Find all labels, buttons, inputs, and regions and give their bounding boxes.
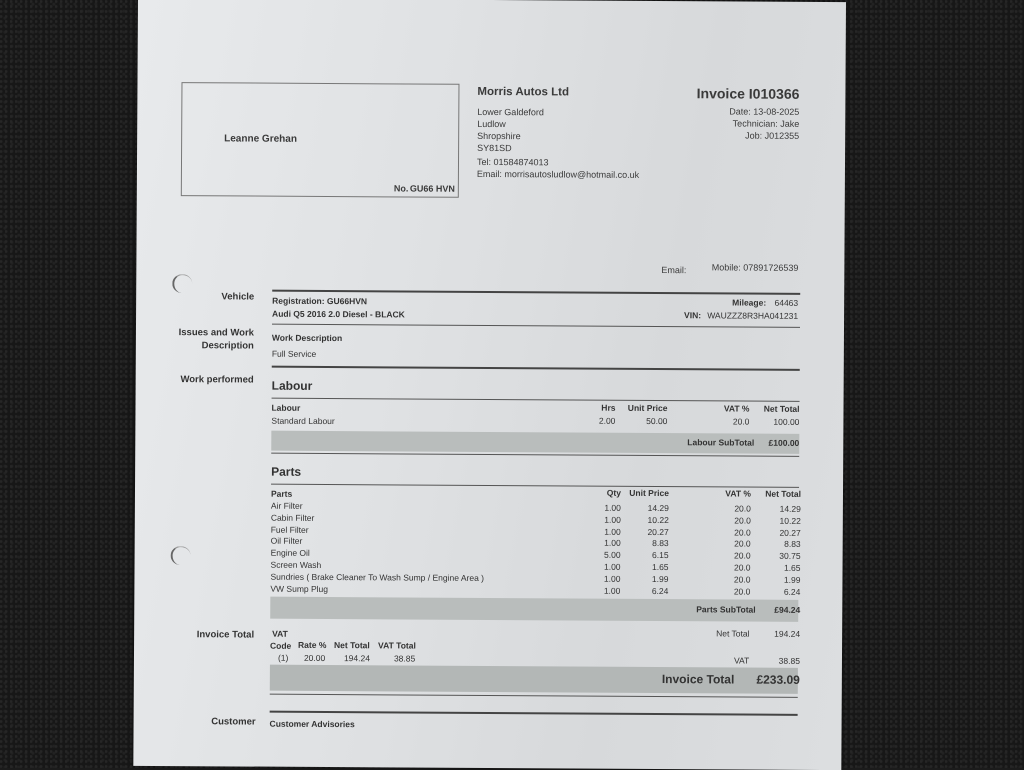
label-customer: Customer xyxy=(211,716,256,728)
vehicle-top-rule xyxy=(272,290,800,295)
parts-row-unit-price: 6.15 xyxy=(652,550,669,561)
parts-row-vat: 20.0 xyxy=(734,503,751,514)
company-address-line-3: Shropshire xyxy=(477,130,521,142)
net-total-label: Net Total xyxy=(716,628,750,639)
contact-mobile: Mobile: 07891726539 xyxy=(711,262,799,273)
parts-row-net-total: 30.75 xyxy=(779,550,801,562)
labour-subtotal-label: Labour SubTotal xyxy=(687,437,755,448)
vat-label: VAT xyxy=(733,655,750,666)
invoice-date: Date: 13-08-2025 xyxy=(729,106,800,117)
vehicle-mileage-label: Mileage: xyxy=(732,297,767,308)
advisories-heading: Customer Advisories xyxy=(269,718,355,730)
parts-row-item: Sundries ( Brake Cleaner To Wash Sump / Engine Area ) xyxy=(270,571,485,583)
parts-row-item: VW Sump Plug xyxy=(270,583,329,594)
parts-row-vat: 20.0 xyxy=(733,574,751,585)
vat-header-code-1: VAT xyxy=(272,628,288,639)
parts-row-net-total: 1.99 xyxy=(783,574,801,585)
company-email: Email: morrisautosludlow@hotmail.co.uk xyxy=(476,168,640,180)
parts-row-item: Air Filter xyxy=(270,500,303,511)
parts-header-item: Parts xyxy=(270,488,293,499)
parts-row-vat: 20.0 xyxy=(734,527,751,538)
invoice-paper xyxy=(133,0,846,770)
parts-header-qty: Qty xyxy=(606,487,622,498)
vehicle-registration: Registration: GU66HVN xyxy=(272,295,368,307)
invoice-title: Invoice I010366 xyxy=(696,85,800,102)
vehicle-mileage: 64463 xyxy=(774,297,799,308)
company-address-line-2: Ludlow xyxy=(477,118,506,130)
vat-amount: 38.85 xyxy=(778,655,800,666)
invoice-total-label: Invoice Total xyxy=(661,672,735,687)
parts-row-item: Oil Filter xyxy=(270,536,303,547)
totals-bottom-rule xyxy=(270,694,798,698)
work-description-heading: Work Description xyxy=(271,332,343,344)
labour-row-unit-price: 50.00 xyxy=(646,415,668,427)
customer-reg-no: GU66 HVN xyxy=(409,183,455,194)
parts-row-qty: 1.00 xyxy=(603,561,621,572)
vat-header-net: Net Total xyxy=(334,640,370,651)
vat-row-net: 194.24 xyxy=(343,653,371,664)
labour-header-net-total: Net Total xyxy=(763,403,800,414)
label-issues-1: Issues and Work xyxy=(178,327,254,339)
labour-header-item: Labour xyxy=(271,402,301,413)
vat-header-vat-total: VAT Total xyxy=(378,640,416,651)
parts-subtotal-label: Parts SubTotal xyxy=(696,604,756,615)
parts-row-net-total: 1.65 xyxy=(783,562,801,573)
vat-header-code-2: Code xyxy=(270,640,292,651)
parts-title: Parts xyxy=(271,464,302,479)
parts-row-unit-price: 14.29 xyxy=(647,502,669,514)
parts-header-rule xyxy=(271,484,799,488)
parts-row-qty: 5.00 xyxy=(604,549,621,560)
advisories-top-rule xyxy=(270,711,798,716)
labour-title: Labour xyxy=(271,378,313,393)
parts-row-qty: 1.00 xyxy=(604,526,621,537)
parts-row-item: Cabin Filter xyxy=(270,512,315,523)
company-name: Morris Autos Ltd xyxy=(477,85,570,99)
parts-row-vat: 20.0 xyxy=(734,550,751,561)
labour-row-vat: 20.0 xyxy=(732,416,750,427)
invoice-job: Job: J012355 xyxy=(745,130,800,141)
parts-row-qty: 1.00 xyxy=(603,573,621,584)
work-description-text: Full Service xyxy=(271,348,317,359)
parts-row-net-total: 20.27 xyxy=(779,527,801,538)
parts-row-item: Engine Oil xyxy=(270,547,310,559)
net-total: 194.24 xyxy=(774,628,801,639)
labour-header-rule xyxy=(272,398,800,402)
parts-header-unit-price: Unit Price xyxy=(629,487,670,499)
parts-row-unit-price: 6.24 xyxy=(651,585,669,596)
labour-header-unit-price: Unit Price xyxy=(627,402,668,414)
vehicle-vin: WAUZZZ8R3HA041231 xyxy=(707,310,799,321)
parts-subtotal: £94.24 xyxy=(774,604,801,615)
parts-row-net-total: 8.83 xyxy=(784,539,801,550)
contact-email-label: Email: xyxy=(661,265,687,276)
parts-row-item: Fuel Filter xyxy=(270,524,309,535)
parts-row-vat: 20.0 xyxy=(734,538,751,549)
label-vehicle: Vehicle xyxy=(221,291,255,303)
parts-row-net-total: 14.29 xyxy=(779,503,801,514)
label-work-performed: Work performed xyxy=(180,374,254,386)
work-bottom-rule xyxy=(272,366,800,371)
vehicle-bottom-rule xyxy=(272,324,800,328)
invoice-technician: Technician: Jake xyxy=(732,118,800,129)
parts-header-vat: VAT % xyxy=(725,488,752,499)
parts-row-unit-price: 20.27 xyxy=(647,526,669,537)
label-issues-2: Description xyxy=(201,340,254,352)
parts-row-vat: 20.0 xyxy=(733,586,751,597)
customer-address-box xyxy=(181,82,460,198)
labour-row-hrs: 2.00 xyxy=(598,415,616,426)
customer-name: Leanne Grehan xyxy=(224,133,297,145)
vat-header-rate: Rate % xyxy=(298,639,327,651)
vat-row-vat-total: 38.85 xyxy=(393,653,416,664)
parts-row-item: Screen Wash xyxy=(270,559,322,570)
labour-row-net-total: 100.00 xyxy=(773,416,800,427)
parts-row-vat: 20.0 xyxy=(734,515,751,526)
parts-header-net-total: Net Total xyxy=(765,488,802,499)
labour-subtotal: £100.00 xyxy=(768,437,800,448)
company-address-line-1: Lower Galdeford xyxy=(477,106,544,118)
labour-header-vat: VAT % xyxy=(723,403,750,414)
punch-hole-bottom xyxy=(171,546,191,565)
company-address-line-4: SY81SD xyxy=(477,142,512,154)
invoice-total-amount: £233.09 xyxy=(756,672,800,687)
parts-row-unit-price: 10.22 xyxy=(647,514,669,525)
parts-row-qty: 1.00 xyxy=(603,585,621,596)
parts-row-unit-price: 1.99 xyxy=(651,573,669,584)
parts-row-qty: 1.00 xyxy=(604,514,621,525)
customer-reg-no-label: No. xyxy=(393,183,409,194)
parts-row-qty: 1.00 xyxy=(604,538,621,549)
parts-row-unit-price: 1.65 xyxy=(651,561,669,573)
label-invoice-total: Invoice Total xyxy=(196,629,255,641)
vehicle-description: Audi Q5 2016 2.0 Diesel - BLACK xyxy=(272,308,405,320)
parts-row-unit-price: 8.83 xyxy=(652,538,669,549)
parts-row-qty: 1.00 xyxy=(604,502,621,513)
vat-row-rate: 20.00 xyxy=(303,652,326,663)
labour-row-item: Standard Labour xyxy=(271,415,335,427)
parts-row-vat: 20.0 xyxy=(733,562,751,573)
company-tel: Tel: 01584874013 xyxy=(476,156,549,168)
labour-header-hrs: Hrs xyxy=(601,402,616,413)
parts-row-net-total: 6.24 xyxy=(783,586,801,597)
parts-row-net-total: 10.22 xyxy=(779,515,801,526)
vat-row-code: (1) xyxy=(277,652,289,663)
vehicle-vin-label: VIN: xyxy=(684,310,702,321)
